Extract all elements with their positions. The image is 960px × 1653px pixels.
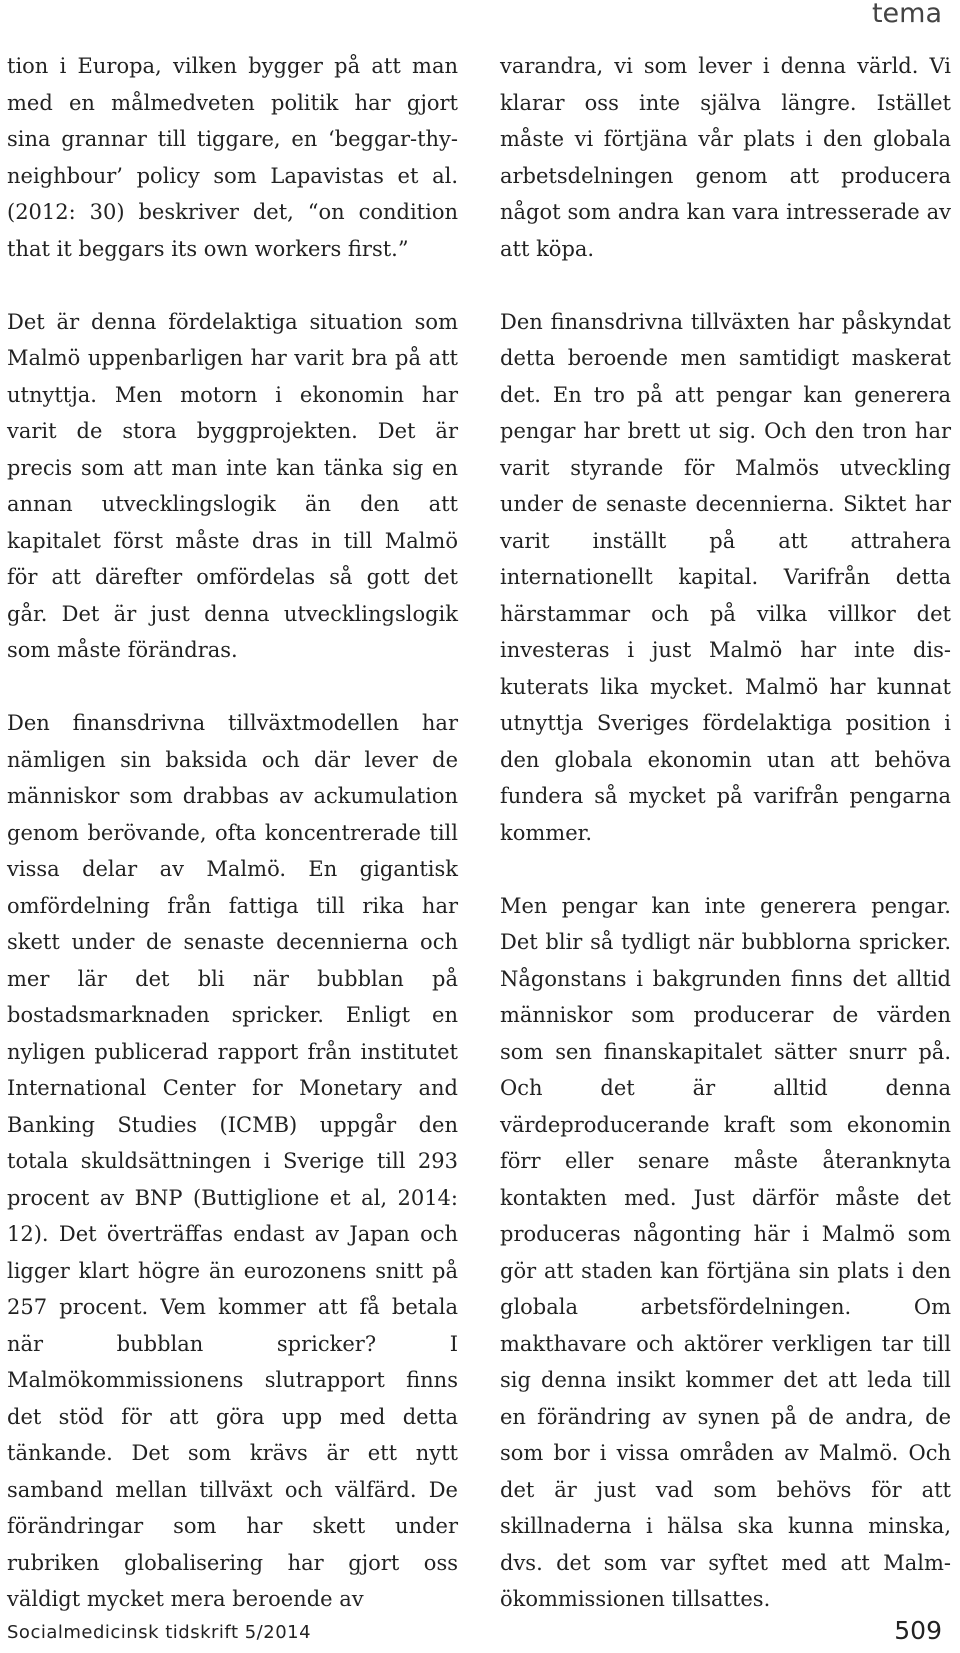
paragraph: tion i Europa, vilken bygger på att man med en målmedveten politik har gjort sina grannar till tiggare, en ‘beggar-thy-neighbour’ policy som Lapavistas et al. (2012: 30) beskriver det, “on condition that it beggars its own workers first.” [7,54,458,261]
paragraph: Den finansdrivna tillväxtmodellen har nämligen sin baksida och där lever de människor som drabbas av ackumulation genom berövande, ofta koncentrerade till vissa delar av Malmö. En gigantisk omfördelning från fattiga till rika har skett under de senaste decennierna och mer lär det bli när bubblan på bostadsmarknaden spricker. Enligt en nyligen publicerad rapport från institutet International Center for Monetary and Banking Studies (ICMB) uppgår den totala skuldsättningen i Sverige till 293 procent av BNP (Buttiglione et al, 2014: 12). Det överträffas endast av Japan och ligger klart högre än eurozonens snitt på 257 procent. Vem kommer att få betala när bubblan spricker? I Malmökommissionens slutrapport finns det stöd för att göra upp med detta tänkande. Det som krävs är ett nytt samband mellan tillväxt och välfärd. De förändringar som har skett under rubriken globalisering har gjort oss väldigt mycket mera beroende av [7,711,458,1611]
paragraph: Den finansdrivna tillväxten har påskyndat detta beroende men samtidigt maskerat det. En tro på att pengar kan generera pengar har brett ut sig. Och den tron har varit styrande för Malmös utveckling under de senaste decennierna. Siktet har varit inställt på att attrahera internationellt kapital. Varifrån detta härstammar och på vilka villkor det investeras i just Malmö har inte diskuterats lika mycket. Malmö har kunnat utnyttja Sveriges fördelaktiga position i den globala ekonomin utan att behöva fundera så mycket på varifrån pengarna kommer. [500,309,951,845]
journal-footer: Socialmedicinsk tidskrift 5/2014 [7,1622,312,1643]
right-column [500,48,951,1618]
paragraph: varandra, vi som lever i denna värld. Vi klarar oss inte själva längre. Istället måste vi förtjäna vår plats i den globala arbetsdelningen genom att producera något som andra kan vara intresserade av att köpa. [500,54,951,261]
paragraph: Det är denna fördelaktiga situation som Malmö uppenbarligen har varit bra på att utnyttja. Men motorn i ekonomin har varit de stora byggprojekten. Det är precis som att man inte kan tänka sig en annan utvecklingslogik än den att kapitalet först måste dras in till Malmö för att därefter omfördelas så gott det går. Det är just denna utvecklingslogik som måste förändras. [7,309,458,662]
left-column [7,48,458,1618]
page-number: 509 [894,1616,942,1645]
paragraph: Men pengar kan inte generera pengar. Det blir så tydligt när bubblorna spricker. Någonstans i bakgrunden finns det alltid människor som producerar de värden som sen finanskapitalet sätter snurr på. Och det är alltid denna värdeproducerande kraft som ekonomin förr eller senare måste återanknyta kontakten med. Just därför måste det produceras någonting här i Malmö som gör att staden kan förtjäna sin plats i den globala arbetsfördelningen. Om makthavare och aktörer verkligen tar till sig denna insikt kommer det att leda till en förändring av synen på de andra, de som bor i vissa områden av Malmö. Och det är just vad som behövs för att skillnaderna i hälsa ska kunna minska, dvs. det som var syftet med att Malmökommissionen tillsattes. [500,893,951,1611]
section-label: tema [871,0,942,29]
